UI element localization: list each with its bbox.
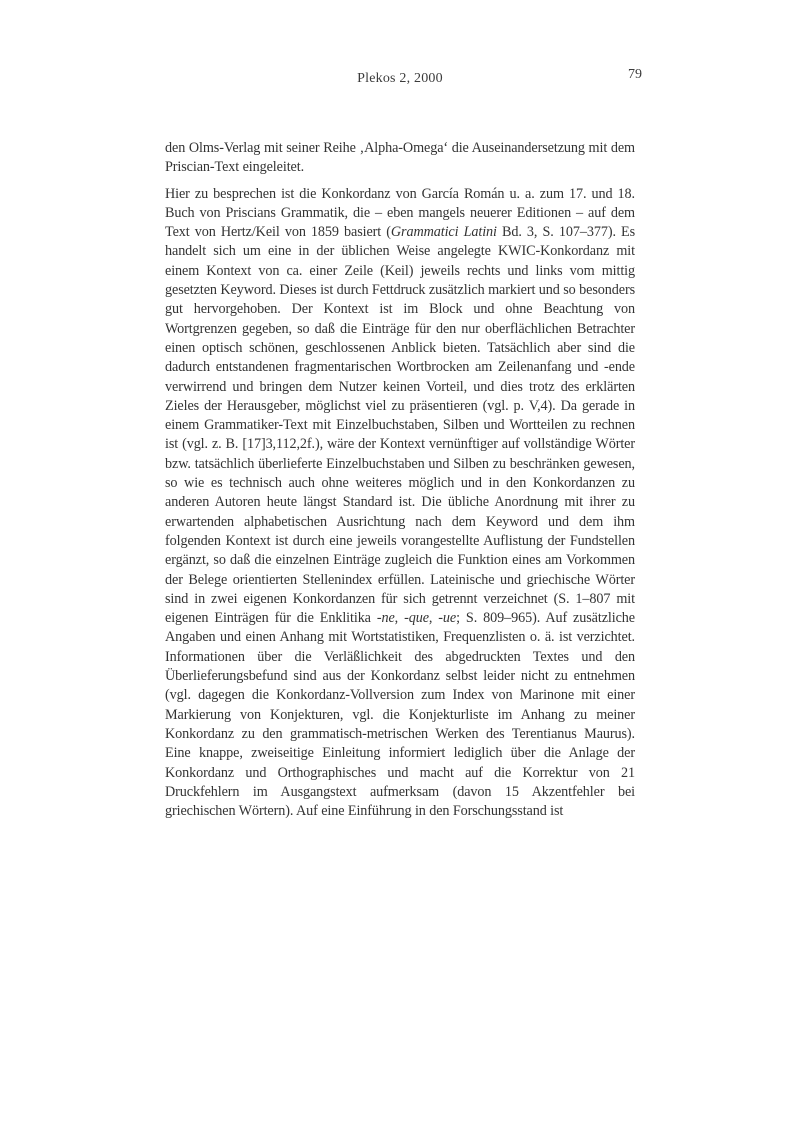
text-segment: Hier zu besprechen ist die Konkordanz von García Román u. a. zum 17. und 18. Buch von Priscians Grammatik, die – eben mangels neuerer Editionen – auf dem Text von Hertz/Keil von 1859 basiert ( — [165, 185, 635, 241]
page-body — [165, 139, 635, 828]
italic-enclitic-ue: -ue — [438, 610, 457, 627]
text-segment: , — [428, 610, 439, 627]
italic-enclitic-que: -que — [404, 610, 429, 627]
italic-grammatici-latini: Grammatici Latini — [390, 224, 497, 241]
text-segment: Bd. 3, S. 107–377). Es handelt sich um eine in der üblichen Weise angelegte KWIC-Konkordanz mit einem Kontext von ca. einer Zeile (Keil) jeweils rechts und links vom mittig gesetzten Keyword. Dieses ist durch Fettdruck zusätzlich markiert und so besonders gut hervorgehoben. Der Kontext ist im Block und ohne Beachtung von Wortgrenzen gegeben, so daß die Einträge für den nur oberflächlichen Betrachter einen optisch schönen, geschlossenen Anblick bieten. Tatsächlich aber sind die dadurch entstandenen fragmentarischen Wortbrocken am Zeilenanfang und -ende verwirrend und bringen dem Nutzer keinen Vorteil, und dies trotz des erklärten Zieles der Herausgeber, möglichst viel zu präsentieren (vgl. p. V,4). Da gerade in einem Grammatiker-Text mit Einzelbuchstaben, Silben und Wortteilen zu rechnen ist (vgl. z. B. [17]3,112,2f.), wäre der Kontext vernünftiger auf vollständige Wörter bzw. tatsächlich überlieferte Einzelbuchstaben und Silben zu beschränken gewesen, so wie es technisch auch ohne weiteres möglich und in den Konkordanzen zu anderen Autoren heute längst Standard ist. Die übliche Anordnung mit ihrer zu erwartenden alphabetischen Ausrichtung nach dem Keyword und dem ihm folgenden Kontext ist durch eine jeweils vorangestellte Auflistung der Fundstellen ergänzt, so daß die einzelnen Einträge zugleich die Funktion eines am Vorkommen der Belege orientierten Stellenindex erfüllen. Lateinische und griechische Wörter sind in zwei eigenen Konkordanzen für sich getrennt verzeichnet (S. 1–807 mit eigenen Einträgen für die Enklitika — [165, 224, 635, 627]
paragraph-intro: den Olms-Verlag mit seiner Reihe ‚Alpha-Omega‘ die Auseinandersetzung mit dem Priscian-Text eingeleitet. — [165, 140, 635, 176]
page-header — [165, 67, 642, 91]
italic-enclitic-ne: -ne — [376, 610, 395, 627]
text-segment: ; S. 809–965). Auf zusätzliche Angaben und einen Anhang mit Wortstatistiken, Frequenzlisten o. ä. ist verzichtet. Informationen über die Verläßlichkeit des abgedruckten Textes und den Überlieferungsbefund sind aus der Konkordanz selbst leider nicht zu entnehmen (vgl. dagegen die Konkordanz-Vollversion zum Index von Marinone mit einer Markierung von Konjekturen, vgl. die Konjekturliste im Anhang zu meiner Konkordanz zu den grammatisch-metrischen Werken des Terentianus Maurus). Eine knappe, zweiseitige Einleitung informiert lediglich über die Anlage der Konkordanz und Orthographisches und macht auf die Korrektur von 21 Druckfehlern im Ausgangstext aufmerksam (davon 15 Akzentfehler bei griechischen Wörtern). Auf eine Einführung in den Forschungsstand ist — [165, 610, 635, 820]
paragraph-review — [165, 185, 635, 822]
text-segment: , — [394, 610, 405, 627]
journal-title: Plekos 2, 2000 — [357, 71, 443, 86]
page-number: 79 — [628, 67, 642, 82]
